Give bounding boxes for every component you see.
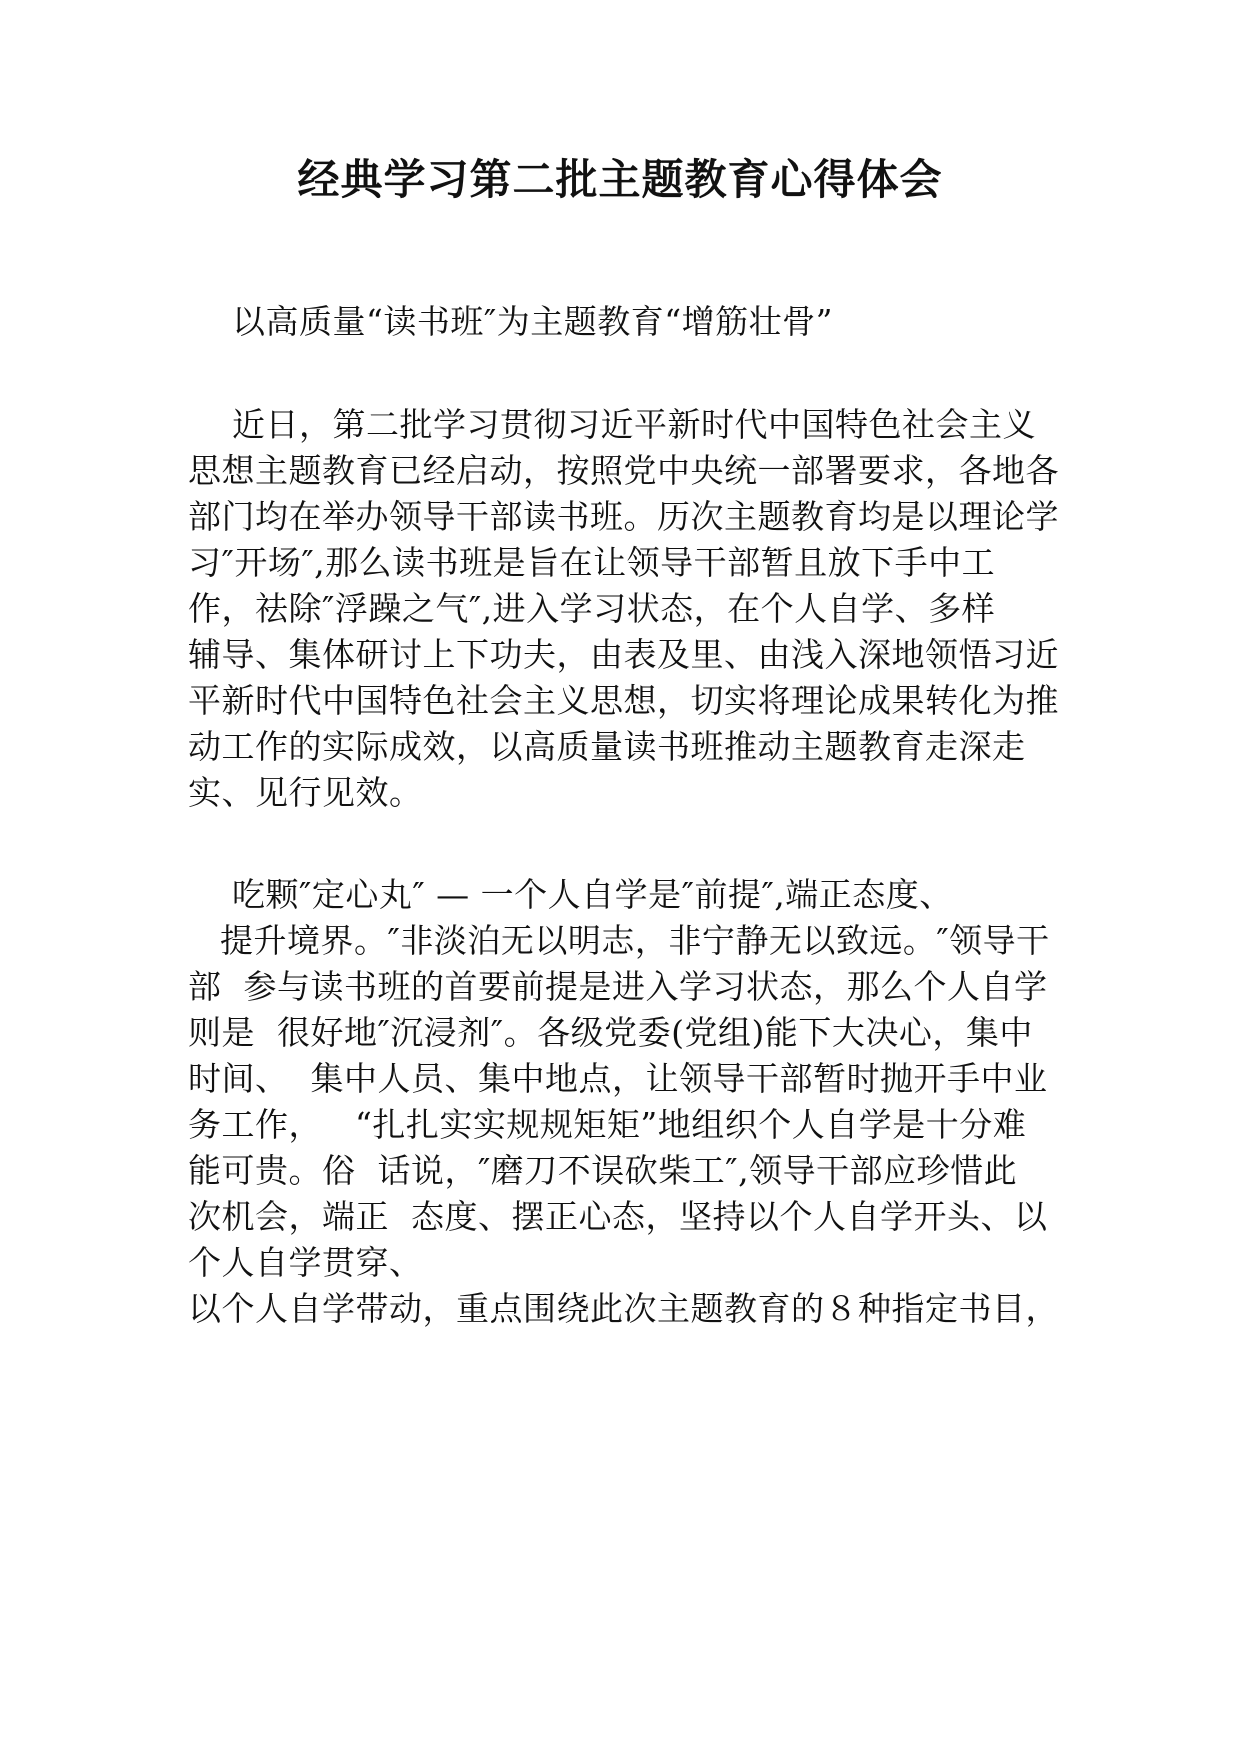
paragraph-line: 则是 很好地″沉浸剂″。各级党委(党组)能下大决心，集中 [188,1013,1033,1052]
paragraph-line: 动工作的实际成效，以高质量读书班推动主题教育走深走 [188,727,1026,766]
section-subtitle: 以高质量“读书班″为主题教育“增筋壮骨” [232,302,833,341]
paragraph-line: 平新时代中国特色社会主义思想，切实将理论成果转化为推 [188,681,1059,720]
paragraph-line: 思想主题教育已经启动，按照党中央统一部署要求，各地各 [188,451,1059,490]
paragraph-line: 部 参与读书班的首要前提是进入学习状态，那么个人自学 [188,967,1048,1006]
paragraph-line: 个人自学贯穿、 [188,1243,423,1282]
paragraph-line: 吃颗″定心丸″ — 一个人自学是″前提″,端正态度、 [232,875,953,914]
paragraph-line: 次机会，端正 态度、摆正心态，坚持以个人自学开头、以 [188,1197,1048,1236]
paragraph-line: 近日，第二批学习贯彻习近平新时代中国特色社会主义 [232,405,1036,444]
paragraph-line: 提升境界。″非淡泊无以明志，非宁静无以致远。″领导干 [220,921,1050,960]
paragraph-line: 部门均在举办领导干部读书班。历次主题教育均是以理论学 [188,497,1059,536]
paragraph-line: 务工作， “扎扎实实规规矩矩”地组织个人自学是十分难 [188,1105,1027,1144]
paragraph-line: 时间、 集中人员、集中地点，让领导干部暂时抛开手中业 [188,1059,1048,1098]
paragraph-line: 实、见行见效。 [188,773,423,812]
document-title: 经典学习第二批主题教育心得体会 [297,155,943,204]
paragraph-line: 习″开场″,那么读书班是旨在让领导干部暂且放下手中工 [188,543,996,582]
paragraph-line: 作，祛除″浮躁之气″,进入学习状态，在个人自学、多样 [188,589,996,628]
paragraph-line: 能可贵。俗 话说，″磨刀不误砍柴工″,领导干部应珍惜此 [188,1151,1018,1190]
paragraph-line: 以个人自学带动，重点围绕此次主题教育的８种指定书目， [188,1289,1059,1328]
paragraph-line: 辅导、集体研讨上下功夫，由表及里、由浅入深地领悟习近 [188,635,1059,674]
